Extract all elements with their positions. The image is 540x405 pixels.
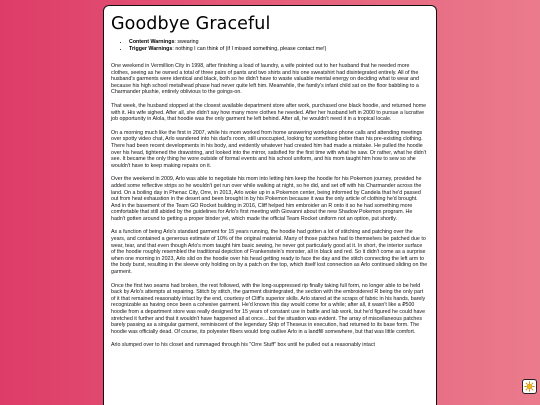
warning-label: Content Warnings [129,39,175,45]
post-card [103,5,437,405]
warning-label: Trigger Warnings [129,46,173,52]
body-paragraph: That week, the husband stopped at the closest available department store after work, purchased one black hoodie, and returned home with it. His wife sighed. After all, she didn't say how many more clothes he needed. After her husband left in 2000 to pursue a lucrative job opportunity in Alola, that hoodie was the only garment he left behind. After all, he wouldn't need it in a tropical locale. [111,102,427,123]
sun-icon [524,381,535,392]
warning-item-trigger [129,46,428,53]
warnings-list [111,39,428,53]
body-paragraph: As a function of being Arlo's standard garment for 15 years running, the hoodie had gotten a lot of stitching and patching over the years, and contained a generous estimate of 10% of the original material. Many of those patches had to themselves be patched due to wear, tear, and that even though Arlo's mom taught him basic sewing, he never got particularly good at it. In short, the interior surface of the hoodie roughly resembled the traditional depiction of Frankenstein's monster, all in black and red. So it didn't come as a surprise when one morning in 2023, Arlo slid on the hoodie over his head getting ready to face the day and the stitch connecting the left arm to the body burst, resulting in the sleeve only holding on by a patch on the top, which itself lost connection as Arlo continued sliding on the garment. [111,229,428,276]
post-title: Goodbye Graceful [111,14,271,34]
theme-toggle-button[interactable] [522,379,537,394]
body-paragraph: Once the first two seams had broken, the rest followed, with the long-suppressed rip finally taking full form, no longer able to be held back by Arlo's attempts at repairing. Stitch by stitch, the garment disintegrated, the section with the embroidered R being the only part of it that remained reasonably intact by the end, courtesy of Cliff's superior skills. Arlo stared at the scraps of fabric in his hands, barely recognizable as having once been a cohesive garment. He'd known this day would come for a while; after all, it wasn't like a ₽500 hoodie from a department store was really designed for 15 years of constant use in battle and lab work, but he'd figured he could have stretched it further and that it wouldn't have happened all at once....but the situation was evident. The array of miscellaneous patches barely passing as a singular garment, reminiscent of the legendary Ship of Theseus in execution, had returned to its base form. The hoodie was officially dead. Of course, its polyester fibers would long outlive Arlo in a landfill somewhere, but that was little comfort. [111,282,426,335]
post-body [111,63,428,349]
warning-text: : nothing I can think of (if I missed something, please contact me!) [172,46,327,52]
body-paragraph: On a morning much like the first in 2007, while his mom worked from home answering workplace phone calls and attending meetings over spotty video chat, Arlo wandered into his dad's room, still unoccupied, looking for something better than his pre-existing clothing. There had been recent developments in his body, and evidently whatever had created him had made a mistake. He pulled the hoodie over his head, tightened the drawstring, and looked into the mirror, satisfied for the first time with what he saw. Or rather, what he didn't see. It became the only thing he wore outside of formal events and his school uniform, and his mom taught him how to sew so she wouldn't have to keep making repairs on it. [111,129,427,169]
body-paragraph: Over the weekend in 2009, Arlo was able to negotiate his mom into letting him keep the hoodie for his Pokemon journey, provided he added some reflective strips so he wouldn't get run over while walking at night, so he did, and set off with his Charmander across the land. On a boiling day in Phenac City, Orre, in 2013, Arlo woke up in a Pokemon center, being informed by Candela that he'd passed out from heat exhaustion in the desert and been brought in by his Pokemon because it was the only article of clothing he'd brought. And in the basement of the Team GO Rocket building in 2016, Cliff helped him embroider an R onto it so he had something more comfortable that still abided by the guidelines for Arlo's first meeting with Giovanni about the new Shadow Pokemon program. He hadn't gotten around to getting a proper binder yet, which made the official Team Rocket uniform not an option, put shortly. [111,176,422,222]
warning-text: : swearing [174,39,199,45]
warning-item-content [129,39,428,46]
body-paragraph: One weekend in Vermillion City in 1998, after finishing a load of laundry, a wife pointed out to her husband that he needed more clothes, seeing as he owned a total of three pairs of pants and two shirts and his one sweatshirt had disintegrated entirely. All of the husband's garments were identical and black, both so he didn't have to waste valuable mental energy on deciding what to wear and because his high school metalhead phase had never quite left him. Meanwhile, the family's infant child sat on the floor babbling to a Charmander plushie, entirely oblivious to the goings-on. [111,63,419,96]
body-paragraph: Arlo slumped over to his closet and rummaged through his "Orre Stuff" box until he pulled out a reasonably intact [111,342,375,349]
